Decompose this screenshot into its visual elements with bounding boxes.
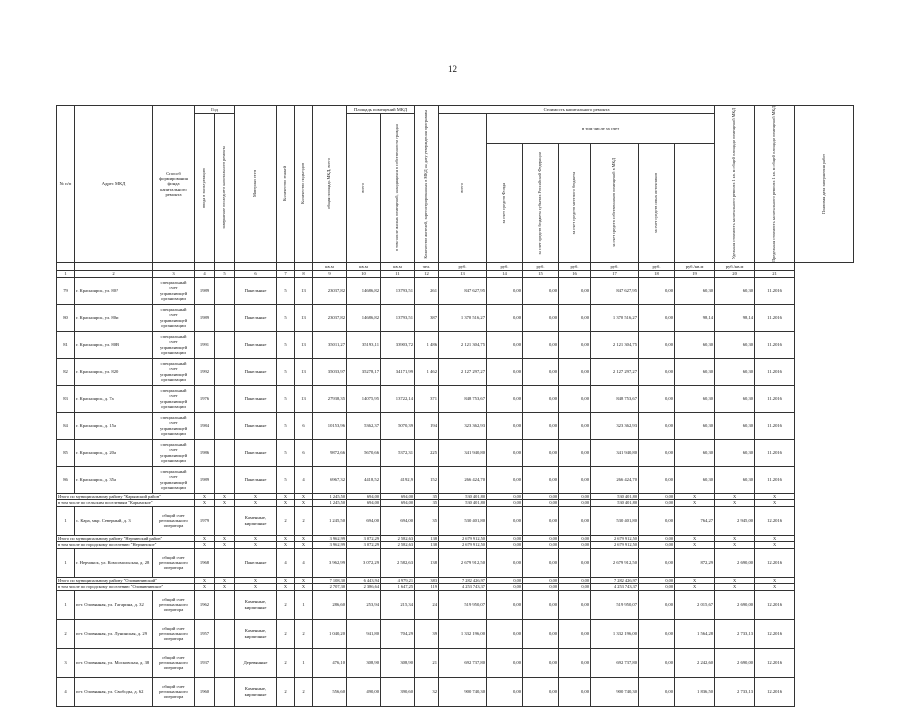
table-row: 85 г. Красноярск, д. 20а специальный счет управляющей организации 1986 Панельные 5 6 9872,66 5670,66 5372,31 225 341 940,80 0,00 0,00 0,00 341 940,80 0,00 60,30 60,30 11.2016 [57, 439, 854, 466]
method-cell: общий счет регионального оператора [153, 506, 195, 535]
table-row: 1 г. Нерчинск, ул. Комсомольская, д. 28 общий счет регионального оператора 1968 Панельные 4 4 3 962,99 3 072,29 2 582,63 138 2 679 912,50 0,00 0,00 0,00 2 679 912,50 0,00 872,29 2 690,00 12.2016 [57, 548, 854, 577]
table-row: 86 г. Красноярск, д. 35а специальный счет управляющей организации 1989 Панельные 5 4 6967,32 4418,52 4192,9 152 266 424,70 0,00 0,00 0,00 266 424,70 0,00 60,30 60,30 11.2016 [57, 466, 854, 493]
hdr-address: Адрес МКД [75, 106, 153, 263]
table-row: 1 пгт. Оловянная, ул. Гагарина, д. 32 общий счет регионального оператора 1962 Каменные, кирпичные 2 1 286,60 253,94 215,34 24 519 950,07 0,00 0,00 0,00 519 950,07 0,00 2 015,67 2 690,00 12.2016 [57, 590, 854, 619]
hdr-cost-fund: за счет средств Фонда [487, 143, 523, 262]
total-row: в том числе по городскому поселению "Нерчинское" X X X X X 3 962,99 3 072,29 2 582,63 138 2 679 912,50 0,00 0,00 0,00 2 679 912,50 0,00 X X X [57, 542, 854, 549]
column-number-row: 1 2 3 4 5 6 7 8 9 10 11 12 13 14 15 16 17 18 19 20 21 [57, 270, 854, 277]
method-cell: специальный счет управляющей организации [153, 412, 195, 439]
hdr-year-built: ввода в эксплуатацию [195, 114, 215, 263]
method-cell: специальный счет управляющей организации [153, 466, 195, 493]
hdr-method: Способ формирования фонда капитального ремонта [153, 106, 195, 263]
hdr-cost-owners: за счет средств собственников помещений в МКД [591, 143, 639, 262]
hdr-cost-total: всего [439, 114, 487, 263]
total-row: Итого по муниципальному району "Карымский район" X X X X X 1 245,50 694,00 694,00 35 530 401,80 0,00 0,00 0,00 530 401,80 0,00 X X X [57, 493, 854, 500]
table-row: 79 г. Красноярск, ул. 80? специальный счет управляющей организации 1989 Панельные 5 13 23037,82 14686,82 13793,51 261 847 627,95 0,00 0,00 0,00 847 627,95 0,00 60,30 60,30 11.2016 [57, 277, 854, 304]
hdr-cost-incl: в том числе за счет [487, 114, 715, 144]
total-row: в том числе по сельским поселениям "Карымское" X X X X X 1 245,50 694,00 694,00 35 530 401,80 0,00 0,00 0,00 530 401,80 0,00 X X X [57, 500, 854, 507]
method-cell: специальный счет управляющей организации [153, 331, 195, 358]
hdr-cost-other: за счет средств иных источников [639, 143, 675, 262]
hdr-no: № п/п [57, 106, 75, 263]
table-row: 81 г. Красноярск, ул. 80В специальный счет управляющей организации 1991 Панельные 5 13 35011,27 35193,11 33903,72 1 486 2 121 304,75 0,00 0,00 0,00 2 121 304,75 0,00 60,30 60,30 11.2016 [57, 331, 854, 358]
table-row: 4 пгт. Оловянная, ул. Свободы, д. 62 общий счет регионального оператора 1960 Каменные, кирпичные 2 2 556,60 490,00 390,60 32 900 740,30 0,00 0,00 0,00 900 740,30 0,00 1 836,50 2 733,13 12.2016 [57, 677, 854, 706]
hdr-year-group: Год [195, 106, 235, 114]
hdr-unit-cost: Удельная стоимость капитального ремонта 1 кв. м общей площади помещений МКД [715, 106, 755, 263]
method-cell: специальный счет управляющей организации [153, 304, 195, 331]
table-row: 82 г. Красноярск, ул. 820 специальный счет управляющей организации 1992 Панельные 5 13 35033,97 35278,17 34171,99 1 462 2 127 297,27 0,00 0,00 0,00 2 127 297,27 0,00 60,30 60,30 11.2016 [57, 358, 854, 385]
table-row: 1 с. Кара, мкр. Северный, д. 3 общий счет регионального оператора 1979 Каменные, кирпичные 2 2 1 245,50 694,00 694,00 35 530 401,80 0,00 0,00 0,00 530 401,80 0,00 764,27 2 945,00 12.2016 [57, 506, 854, 535]
capital-repair-table [56, 105, 854, 707]
hdr-year-repair: завершение последнего капитального ремонта [215, 114, 235, 263]
hdr-area-residential: в том числе жилых помещений, находящихся в собственности граждан [381, 114, 415, 263]
method-cell: специальный счет управляющей организации [153, 358, 195, 385]
method-cell: общий счет регионального оператора [153, 677, 195, 706]
hdr-cost-local: за счет средств местного бюджета [559, 143, 591, 262]
method-cell: специальный счет управляющей организации [153, 385, 195, 412]
hdr-cost-subject: за счет средств бюджета субъекта Российской Федерации [523, 143, 559, 262]
hdr-total-area: общая площадь МКД, всего [313, 106, 347, 263]
hdr-wall-material: Материал стен [235, 106, 277, 263]
hdr-cost-spacer [675, 143, 715, 262]
hdr-limit-cost: Предельная стоимость капитального ремонта 1 кв. м общей площади помещений МКД [755, 106, 795, 263]
hdr-cost-group: Стоимость капитального ремонта [439, 106, 715, 114]
hdr-deadline: Плановая дата завершения работ [795, 106, 854, 263]
table-row: 80 г. Красноярск, ул. 80и специальный счет управляющей организации 1989 Панельные 5 13 23037,82 14686,82 13793,51 387 1 370 516,27 0,00 0,00 0,00 1 370 516,27 0,00 98,14 98,14 11.2016 [57, 304, 854, 331]
hdr-residents: Количество жителей, зарегистрированных в МКД на дату утверждения программы [415, 106, 439, 263]
total-row: в том числе по городскому поселению "Оловяннинское" X X X X X 2 707,30 2 386,64 1 647,25 119 4 253 743,37 0,00 0,00 0,00 4 253 743,37 0,00 X X X [57, 584, 854, 591]
table-row: 84 г. Красноярск, д. 15а специальный счет управляющей организации 1984 Панельные 5 6 10153,96 5362,37 5070,39 194 323 362,93 0,00 0,00 0,00 323 362,93 0,00 60,30 60,30 11.2016 [57, 412, 854, 439]
capital-repair-table-sheet [56, 105, 854, 707]
method-cell: специальный счет управляющей организации [153, 277, 195, 304]
method-cell: общий счет регионального оператора [153, 619, 195, 648]
hdr-area-group: Площадь помещений МКД [347, 106, 415, 114]
method-cell: общий счет регионального оператора [153, 648, 195, 677]
table-row: 2 пгт. Оловянная, ул. Лунинская, д. 29 общий счет регионального оператора 1957 Каменные, кирпичные 2 2 1 040,20 941,80 704,29 39 1 332 196,00 0,00 0,00 0,00 1 332 196,00 0,00 1 564,28 2 733,13 12.2016 [57, 619, 854, 648]
method-cell: общий счет регионального оператора [153, 548, 195, 577]
page-number: 12 [448, 64, 457, 74]
hdr-area-total: всего [347, 114, 381, 263]
table-body [57, 277, 854, 706]
method-cell: общий счет регионального оператора [153, 590, 195, 619]
total-row: Итого по муниципальному району "Оловяннинский" X X X X X 7 108,30 6 443,94 4 979,21 383 7 282 426,97 0,00 0,00 0,00 7 282 426,97 0,00 X X X [57, 577, 854, 584]
table-row: 3 пгт. Оловянная, ул. Московская, д. 38 общий счет регионального оператора 1937 Деревянные 2 1 476,10 308,90 308,90 21 692 737,80 0,00 0,00 0,00 692 737,80 0,00 2 242,60 2 690,00 12.2016 [57, 648, 854, 677]
table-row: 83 г. Красноярск, д. 7а специальный счет управляющей организации 1976 Панельные 5 13 27938,35 14075,95 13722,14 371 848 753,67 0,00 0,00 0,00 848 753,67 0,00 60,30 60,30 11.2016 [57, 385, 854, 412]
units-row: кв.м кв.м кв.м чел. руб. руб. руб. руб. руб. руб. руб./кв.м руб./кв.м [57, 262, 854, 270]
total-row: Итого по муниципальному району "Нерчинский район" X X X X X 3 962,99 3 072,29 2 582,63 138 2 679 912,50 0,00 0,00 0,00 2 679 912,50 0,00 X X X [57, 535, 854, 542]
method-cell: специальный счет управляющей организации [153, 439, 195, 466]
hdr-floors: Количество этажей [277, 106, 295, 263]
hdr-entrances: Количество подъездов [295, 106, 313, 263]
